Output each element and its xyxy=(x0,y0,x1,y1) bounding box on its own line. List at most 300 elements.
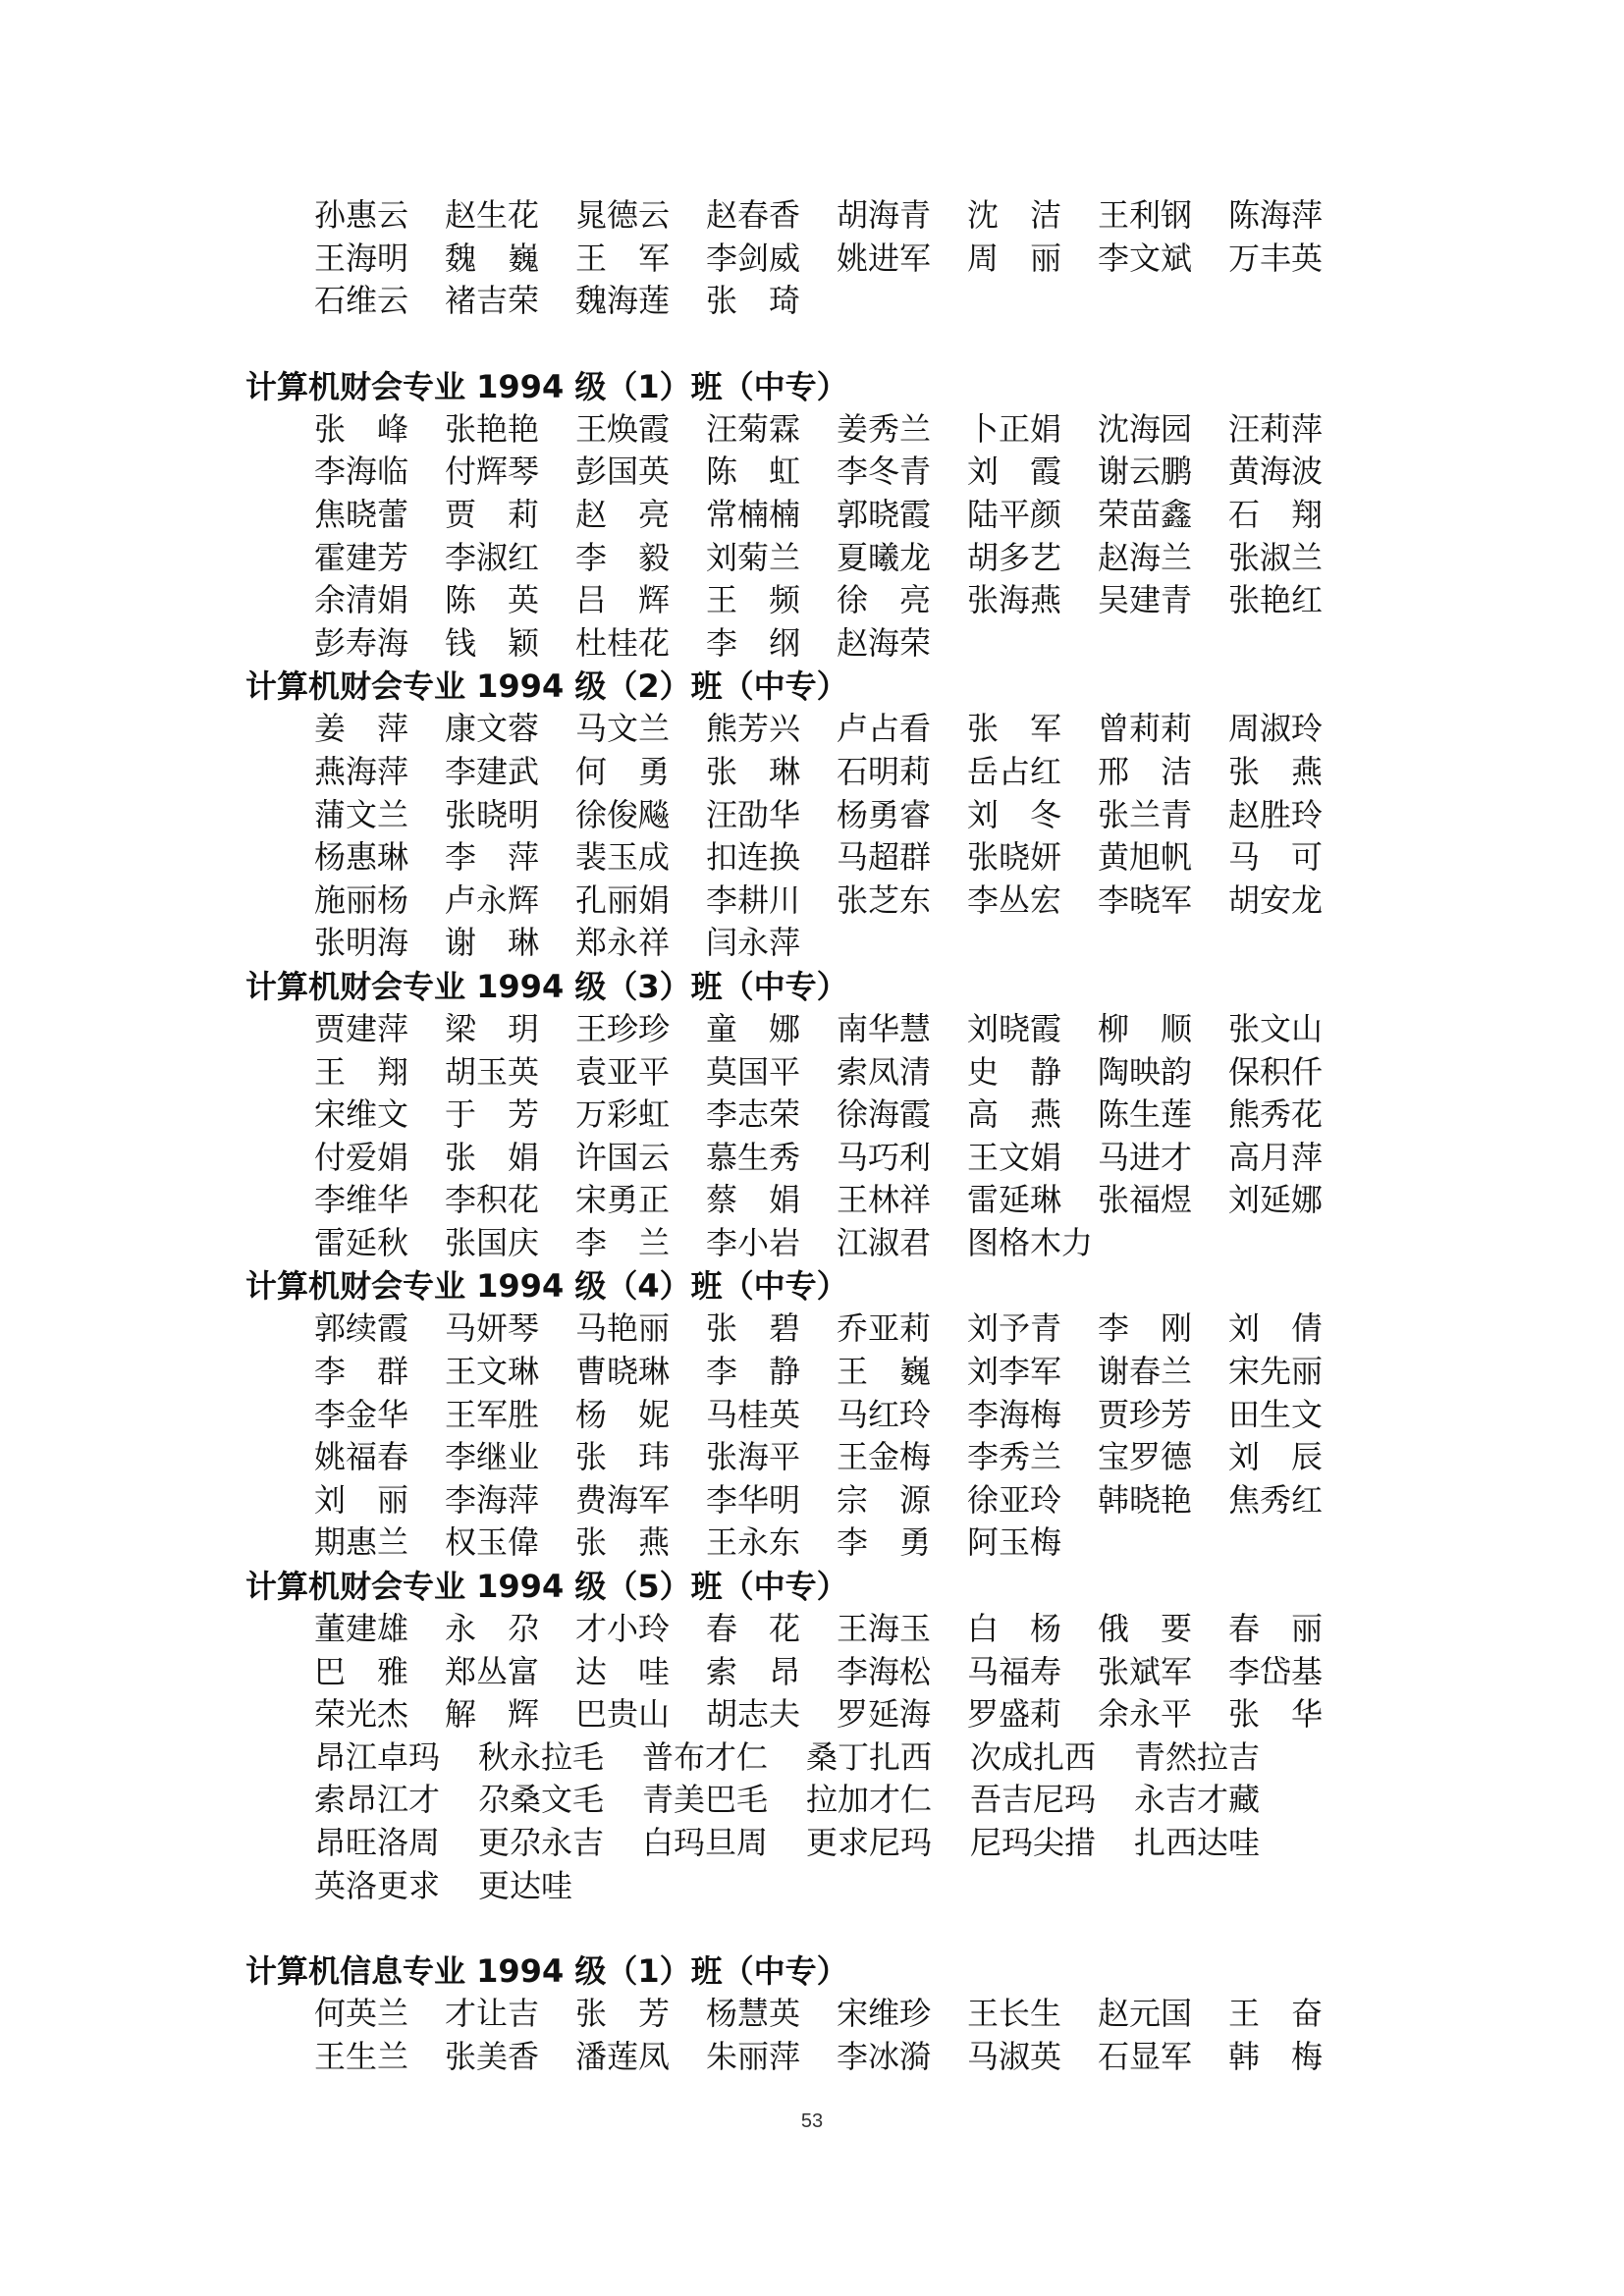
document-page xyxy=(0,194,1624,2078)
student-name: 李 萍 xyxy=(445,838,540,877)
student-name: 姚进军 xyxy=(837,239,932,277)
student-name: 马文兰 xyxy=(575,710,671,748)
student-name: 宋维珍 xyxy=(837,1995,932,2033)
student-name: 赵海荣 xyxy=(837,623,932,662)
name-row xyxy=(314,922,1624,965)
class-section xyxy=(0,1949,1624,2078)
class-section xyxy=(0,1565,1624,1907)
student-name: 王林祥 xyxy=(837,1181,932,1219)
student-name: 王文娟 xyxy=(967,1138,1062,1176)
student-name: 张斌军 xyxy=(1098,1652,1193,1690)
name-row xyxy=(314,1008,1624,1051)
student-name: 刘 辰 xyxy=(1228,1438,1324,1476)
student-name: 黄旭帆 xyxy=(1098,838,1193,877)
student-name: 袁亚平 xyxy=(575,1052,671,1091)
student-name: 费海军 xyxy=(575,1480,671,1519)
student-name: 姜秀兰 xyxy=(837,409,932,448)
student-name: 吕 辉 xyxy=(575,581,671,619)
student-name: 雷延秋 xyxy=(314,1223,409,1261)
student-name: 汪劭华 xyxy=(706,795,801,833)
student-name: 王珍珍 xyxy=(575,1009,671,1047)
student-name: 昂旺洛周 xyxy=(314,1824,441,1861)
student-name: 雷延琳 xyxy=(967,1181,1062,1219)
student-name: 刘晓霞 xyxy=(967,1009,1062,1047)
student-name: 更达哇 xyxy=(478,1866,573,1904)
student-name: 汪菊霖 xyxy=(706,409,801,448)
name-row xyxy=(314,1394,1624,1437)
student-name: 褚吉荣 xyxy=(445,282,540,320)
student-name: 焦秀红 xyxy=(1228,1480,1324,1519)
class-section xyxy=(0,1264,1624,1565)
student-name: 朱丽萍 xyxy=(706,2037,801,2075)
class-heading: 计算机财会专业 1994 级（1）班（中专） xyxy=(245,367,848,405)
student-name: 吴建青 xyxy=(1098,581,1193,619)
student-name: 卢永辉 xyxy=(445,881,540,919)
student-name: 刘 倩 xyxy=(1228,1309,1324,1348)
student-name: 李冰漪 xyxy=(837,2037,932,2075)
name-row xyxy=(314,751,1624,794)
student-name: 张海燕 xyxy=(967,581,1062,619)
student-name: 期惠兰 xyxy=(314,1523,409,1562)
student-name: 张明海 xyxy=(314,924,409,962)
student-name: 索昂江才 xyxy=(314,1781,441,1819)
student-name: 张文山 xyxy=(1228,1009,1324,1047)
student-name: 张艳红 xyxy=(1228,581,1324,619)
student-name: 张 琦 xyxy=(706,282,801,320)
student-name: 付爱娟 xyxy=(314,1138,409,1176)
student-name: 马 可 xyxy=(1228,838,1324,877)
student-name: 贾建萍 xyxy=(314,1009,409,1047)
student-name: 拉加才仁 xyxy=(806,1781,933,1819)
student-name: 李剑威 xyxy=(706,239,801,277)
name-row xyxy=(314,1179,1624,1222)
student-name: 李维华 xyxy=(314,1181,409,1219)
student-name: 刘予青 xyxy=(967,1309,1062,1348)
student-name: 常楠楠 xyxy=(706,495,801,533)
student-name: 童 娜 xyxy=(706,1009,801,1047)
student-name: 李海松 xyxy=(837,1652,932,1690)
student-name: 张艳艳 xyxy=(445,409,540,448)
student-name: 李积花 xyxy=(445,1181,540,1219)
name-row xyxy=(314,1651,1624,1694)
class-heading: 计算机信息专业 1994 级（1）班（中专） xyxy=(245,1952,848,1991)
student-name: 万丰英 xyxy=(1228,239,1324,277)
student-name: 彭国英 xyxy=(575,453,671,491)
student-name: 更求尼玛 xyxy=(806,1824,933,1861)
student-name: 邢 洁 xyxy=(1098,752,1193,790)
student-name: 永吉才藏 xyxy=(1134,1781,1261,1819)
student-name: 石明莉 xyxy=(837,752,932,790)
student-name: 宋维文 xyxy=(314,1095,409,1134)
student-name: 贾珍芳 xyxy=(1098,1395,1193,1433)
name-row xyxy=(314,537,1624,580)
student-name: 陈 英 xyxy=(445,581,540,619)
student-name: 王 巍 xyxy=(837,1353,932,1391)
student-name: 卜正娟 xyxy=(967,409,1062,448)
student-name: 熊芳兴 xyxy=(706,710,801,748)
student-name: 王文琳 xyxy=(445,1353,540,1391)
student-name: 马福寿 xyxy=(967,1652,1062,1690)
student-name: 陈海萍 xyxy=(1228,196,1324,234)
student-name: 李继业 xyxy=(445,1438,540,1476)
name-row xyxy=(314,2036,1624,2079)
student-name: 白 杨 xyxy=(967,1610,1062,1648)
student-name: 王焕霞 xyxy=(575,409,671,448)
student-name: 江淑君 xyxy=(837,1223,932,1261)
student-name: 张 峰 xyxy=(314,409,409,448)
roster-section-continued xyxy=(0,194,1624,323)
student-name: 权玉偉 xyxy=(445,1523,540,1562)
student-name: 钱 颖 xyxy=(445,623,540,662)
student-name: 巴 雅 xyxy=(314,1652,409,1690)
class-section xyxy=(0,365,1624,666)
student-name: 李 群 xyxy=(314,1353,409,1391)
student-name: 张兰青 xyxy=(1098,795,1193,833)
student-name: 郑丛富 xyxy=(445,1652,540,1690)
student-name: 张福煜 xyxy=(1098,1181,1193,1219)
student-name: 徐 亮 xyxy=(837,581,932,619)
student-name: 夏曦龙 xyxy=(837,538,932,576)
name-row xyxy=(314,1865,1624,1908)
student-name: 沈 洁 xyxy=(967,196,1062,234)
student-name: 杨 妮 xyxy=(575,1395,671,1433)
student-name: 罗延海 xyxy=(837,1695,932,1734)
class-heading: 计算机财会专业 1994 级（4）班（中专） xyxy=(245,1267,848,1306)
name-row xyxy=(314,1822,1624,1865)
student-name: 贾 莉 xyxy=(445,495,540,533)
student-name: 王长生 xyxy=(967,1995,1062,2033)
student-name: 郑永祥 xyxy=(575,924,671,962)
student-name: 张淑兰 xyxy=(1228,538,1324,576)
student-name: 谢春兰 xyxy=(1098,1353,1193,1391)
student-name: 赵 亮 xyxy=(575,495,671,533)
student-name: 李 勇 xyxy=(837,1523,932,1562)
student-name: 马淑英 xyxy=(967,2037,1062,2075)
student-name: 赵生花 xyxy=(445,196,540,234)
student-name: 燕海萍 xyxy=(314,752,409,790)
name-row xyxy=(314,1051,1624,1095)
student-name: 霍建芳 xyxy=(314,538,409,576)
student-name: 莫国平 xyxy=(706,1052,801,1091)
student-name: 索 昂 xyxy=(706,1652,801,1690)
student-name: 桑丁扎西 xyxy=(806,1737,933,1776)
student-name: 王利钢 xyxy=(1098,196,1193,234)
student-name: 姚福春 xyxy=(314,1438,409,1476)
student-name: 李建武 xyxy=(445,752,540,790)
student-name: 李海梅 xyxy=(967,1395,1062,1433)
student-name: 徐亚玲 xyxy=(967,1480,1062,1519)
student-name: 姜 萍 xyxy=(314,710,409,748)
student-name: 陈生莲 xyxy=(1098,1095,1193,1134)
student-name: 赵春香 xyxy=(706,196,801,234)
name-row xyxy=(314,1308,1624,1351)
student-name: 蔡 娟 xyxy=(706,1181,801,1219)
student-name: 张 娟 xyxy=(445,1138,540,1176)
student-name: 裴玉成 xyxy=(575,838,671,877)
student-name: 徐海霞 xyxy=(837,1095,932,1134)
student-name: 董建雄 xyxy=(314,1610,409,1648)
student-name: 李秀兰 xyxy=(967,1438,1062,1476)
student-name: 蒲文兰 xyxy=(314,795,409,833)
student-name: 孙惠云 xyxy=(314,196,409,234)
student-name: 周淑玲 xyxy=(1228,710,1324,748)
name-row xyxy=(314,1479,1624,1522)
student-name: 英洛更求 xyxy=(314,1866,441,1904)
student-name: 曹晓琳 xyxy=(575,1353,671,1391)
student-name: 南华慧 xyxy=(837,1009,932,1047)
student-name: 刘 霞 xyxy=(967,453,1062,491)
student-name: 秋永拉毛 xyxy=(478,1737,605,1776)
student-name: 张晓妍 xyxy=(967,838,1062,877)
student-name: 才小玲 xyxy=(575,1610,671,1648)
student-name: 卢占看 xyxy=(837,710,932,748)
name-row xyxy=(314,1736,1624,1780)
student-name: 李岱基 xyxy=(1228,1652,1324,1690)
student-name: 普布才仁 xyxy=(642,1737,769,1776)
student-name: 李 纲 xyxy=(706,623,801,662)
student-name: 谢 琳 xyxy=(445,924,540,962)
student-name: 昂江卓玛 xyxy=(314,1737,441,1776)
name-row xyxy=(314,622,1624,666)
student-name: 李晓军 xyxy=(1098,881,1193,919)
student-name: 王 频 xyxy=(706,581,801,619)
student-name: 田生文 xyxy=(1228,1395,1324,1433)
student-name: 春 花 xyxy=(706,1610,801,1648)
name-row xyxy=(314,1779,1624,1822)
student-name: 马进才 xyxy=(1098,1138,1193,1176)
student-name: 王 奋 xyxy=(1228,1995,1324,2033)
student-name: 李华明 xyxy=(706,1480,801,1519)
student-name: 马艳丽 xyxy=(575,1309,671,1348)
student-name: 王军胜 xyxy=(445,1395,540,1433)
student-name: 曾莉莉 xyxy=(1098,710,1193,748)
student-name: 石 翔 xyxy=(1228,495,1324,533)
student-name: 岳占红 xyxy=(967,752,1062,790)
student-name: 张 华 xyxy=(1228,1695,1324,1734)
name-row xyxy=(314,1436,1624,1479)
student-name: 荣光杰 xyxy=(314,1695,409,1734)
student-name: 刘 冬 xyxy=(967,795,1062,833)
name-row xyxy=(314,451,1624,494)
student-name: 更尕永吉 xyxy=(478,1824,605,1861)
student-name: 刘菊兰 xyxy=(706,538,801,576)
student-name: 索凤清 xyxy=(837,1052,932,1091)
student-name: 许国云 xyxy=(575,1138,671,1176)
student-name: 胡多艺 xyxy=(967,538,1062,576)
student-name: 赵元国 xyxy=(1098,1995,1193,2033)
student-name: 杨惠琳 xyxy=(314,838,409,877)
student-name: 梁 玥 xyxy=(445,1009,540,1047)
student-name: 王 翔 xyxy=(314,1052,409,1091)
name-row xyxy=(314,579,1624,622)
student-name: 张 燕 xyxy=(1228,752,1324,790)
student-name: 宝罗德 xyxy=(1098,1438,1193,1476)
student-name: 于 芳 xyxy=(445,1095,540,1134)
student-name: 魏 巍 xyxy=(445,239,540,277)
student-name: 杨慧英 xyxy=(706,1995,801,2033)
student-name: 杨勇睿 xyxy=(837,795,932,833)
student-name: 赵胜玲 xyxy=(1228,795,1324,833)
student-name: 闫永萍 xyxy=(706,924,801,962)
name-row xyxy=(314,1094,1624,1137)
student-name: 马超群 xyxy=(837,838,932,877)
student-name: 尼玛尖措 xyxy=(970,1824,1097,1861)
name-row xyxy=(314,1522,1624,1565)
name-row xyxy=(314,494,1624,537)
student-name: 宋先丽 xyxy=(1228,1353,1324,1391)
student-name: 张海平 xyxy=(706,1438,801,1476)
page-number: 53 xyxy=(800,2110,824,2132)
student-name: 马红玲 xyxy=(837,1395,932,1433)
student-name: 图格木力 xyxy=(967,1223,1094,1261)
student-name: 付辉琴 xyxy=(445,453,540,491)
student-name: 王 军 xyxy=(575,239,671,277)
student-name: 张 玮 xyxy=(575,1438,671,1476)
student-name: 李海临 xyxy=(314,453,409,491)
student-name: 史 静 xyxy=(967,1052,1062,1091)
student-name: 扎西达哇 xyxy=(1134,1824,1261,1861)
student-name: 扣连换 xyxy=(706,838,801,877)
student-name: 余清娟 xyxy=(314,581,409,619)
name-row xyxy=(314,708,1624,751)
student-name: 谢云鹏 xyxy=(1098,453,1193,491)
student-name: 赵海兰 xyxy=(1098,538,1193,576)
student-name: 陶映韵 xyxy=(1098,1052,1193,1091)
student-name: 王生兰 xyxy=(314,2037,409,2075)
student-name: 郭续霞 xyxy=(314,1309,409,1348)
student-name: 康文蓉 xyxy=(445,710,540,748)
name-row xyxy=(314,794,1624,837)
student-name: 刘 丽 xyxy=(314,1480,409,1519)
class-heading: 计算机财会专业 1994 级（2）班（中专） xyxy=(245,667,848,706)
student-name: 张 碧 xyxy=(706,1309,801,1348)
student-name: 宋勇正 xyxy=(575,1181,671,1219)
student-name: 刘延娜 xyxy=(1228,1181,1324,1219)
student-name: 张美香 xyxy=(445,2037,540,2075)
student-name: 王海玉 xyxy=(837,1610,932,1648)
student-name: 乔亚莉 xyxy=(837,1309,932,1348)
student-name: 张晓明 xyxy=(445,795,540,833)
student-name: 汪莉萍 xyxy=(1228,409,1324,448)
student-name: 张 芳 xyxy=(575,1995,671,2033)
student-name: 胡玉英 xyxy=(445,1052,540,1091)
student-name: 施丽杨 xyxy=(314,881,409,919)
student-name: 高 燕 xyxy=(967,1095,1062,1134)
student-name: 次成扎西 xyxy=(970,1737,1097,1776)
student-name: 李淑红 xyxy=(445,538,540,576)
student-name: 郭晓霞 xyxy=(837,495,932,533)
student-name: 何英兰 xyxy=(314,1995,409,2033)
student-name: 晁德云 xyxy=(575,196,671,234)
student-name: 熊秀花 xyxy=(1228,1095,1324,1134)
student-name: 张 军 xyxy=(967,710,1062,748)
student-name: 王金梅 xyxy=(837,1438,932,1476)
student-name: 李 毅 xyxy=(575,538,671,576)
student-name: 尕桑文毛 xyxy=(478,1781,605,1819)
student-name: 李志荣 xyxy=(706,1095,801,1134)
student-name: 韩晓艳 xyxy=(1098,1480,1193,1519)
student-name: 高月萍 xyxy=(1228,1138,1324,1176)
student-name: 王永东 xyxy=(706,1523,801,1562)
student-name: 李 兰 xyxy=(575,1223,671,1261)
student-name: 余永平 xyxy=(1098,1695,1193,1734)
student-name: 李 静 xyxy=(706,1353,801,1391)
student-name: 李小岩 xyxy=(706,1223,801,1261)
student-name: 保积仟 xyxy=(1228,1052,1324,1091)
student-name: 马妍琴 xyxy=(445,1309,540,1348)
student-name: 宗 源 xyxy=(837,1480,932,1519)
name-row xyxy=(314,280,1624,323)
name-row xyxy=(314,836,1624,880)
student-name: 王海明 xyxy=(314,239,409,277)
class-heading: 计算机财会专业 1994 级（3）班（中专） xyxy=(245,967,848,1005)
student-name: 胡海青 xyxy=(837,196,932,234)
student-name: 慕生秀 xyxy=(706,1138,801,1176)
name-row xyxy=(314,1222,1624,1265)
student-name: 巴贵山 xyxy=(575,1695,671,1734)
student-name: 石维云 xyxy=(314,282,409,320)
name-row xyxy=(314,1993,1624,2036)
student-name: 魏海莲 xyxy=(575,282,671,320)
student-name: 才让吉 xyxy=(445,1995,540,2033)
student-name: 荣苗鑫 xyxy=(1098,495,1193,533)
class-section xyxy=(0,965,1624,1265)
student-name: 俄 要 xyxy=(1098,1610,1193,1648)
student-name: 韩 梅 xyxy=(1228,2037,1324,2075)
student-name: 白玛旦周 xyxy=(642,1824,769,1861)
name-row xyxy=(314,880,1624,923)
student-name: 李 刚 xyxy=(1098,1309,1193,1348)
student-name: 张 燕 xyxy=(575,1523,671,1562)
student-name: 何 勇 xyxy=(575,752,671,790)
student-name: 张芝东 xyxy=(837,881,932,919)
student-name: 石显军 xyxy=(1098,2037,1193,2075)
name-row xyxy=(314,194,1624,238)
student-name: 潘莲凤 xyxy=(575,2037,671,2075)
student-name: 张 琳 xyxy=(706,752,801,790)
student-name: 刘李军 xyxy=(967,1353,1062,1391)
name-row xyxy=(314,1351,1624,1394)
class-section xyxy=(0,665,1624,965)
student-name: 青然拉吉 xyxy=(1134,1737,1261,1776)
name-row xyxy=(314,1608,1624,1651)
name-row xyxy=(314,1137,1624,1180)
student-name: 李丛宏 xyxy=(967,881,1062,919)
class-heading: 计算机财会专业 1994 级（5）班（中专） xyxy=(245,1568,848,1606)
student-name: 青美巴毛 xyxy=(642,1781,769,1819)
student-name: 胡安龙 xyxy=(1228,881,1324,919)
student-name: 焦晓蕾 xyxy=(314,495,409,533)
name-row xyxy=(314,1693,1624,1736)
name-row xyxy=(314,408,1624,452)
student-name: 李耕川 xyxy=(706,881,801,919)
student-name: 达 哇 xyxy=(575,1652,671,1690)
student-name: 陈 虹 xyxy=(706,453,801,491)
student-name: 陆平颜 xyxy=(967,495,1062,533)
student-name: 吾吉尼玛 xyxy=(970,1781,1097,1819)
student-name: 柳 顺 xyxy=(1098,1009,1193,1047)
student-name: 阿玉梅 xyxy=(967,1523,1062,1562)
student-name: 孔丽娟 xyxy=(575,881,671,919)
student-name: 李金华 xyxy=(314,1395,409,1433)
student-name: 黄海波 xyxy=(1228,453,1324,491)
student-name: 春 丽 xyxy=(1228,1610,1324,1648)
student-name: 彭寿海 xyxy=(314,623,409,662)
student-name: 李冬青 xyxy=(837,453,932,491)
name-row xyxy=(314,238,1624,281)
student-name: 李文斌 xyxy=(1098,239,1193,277)
student-name: 李海萍 xyxy=(445,1480,540,1519)
